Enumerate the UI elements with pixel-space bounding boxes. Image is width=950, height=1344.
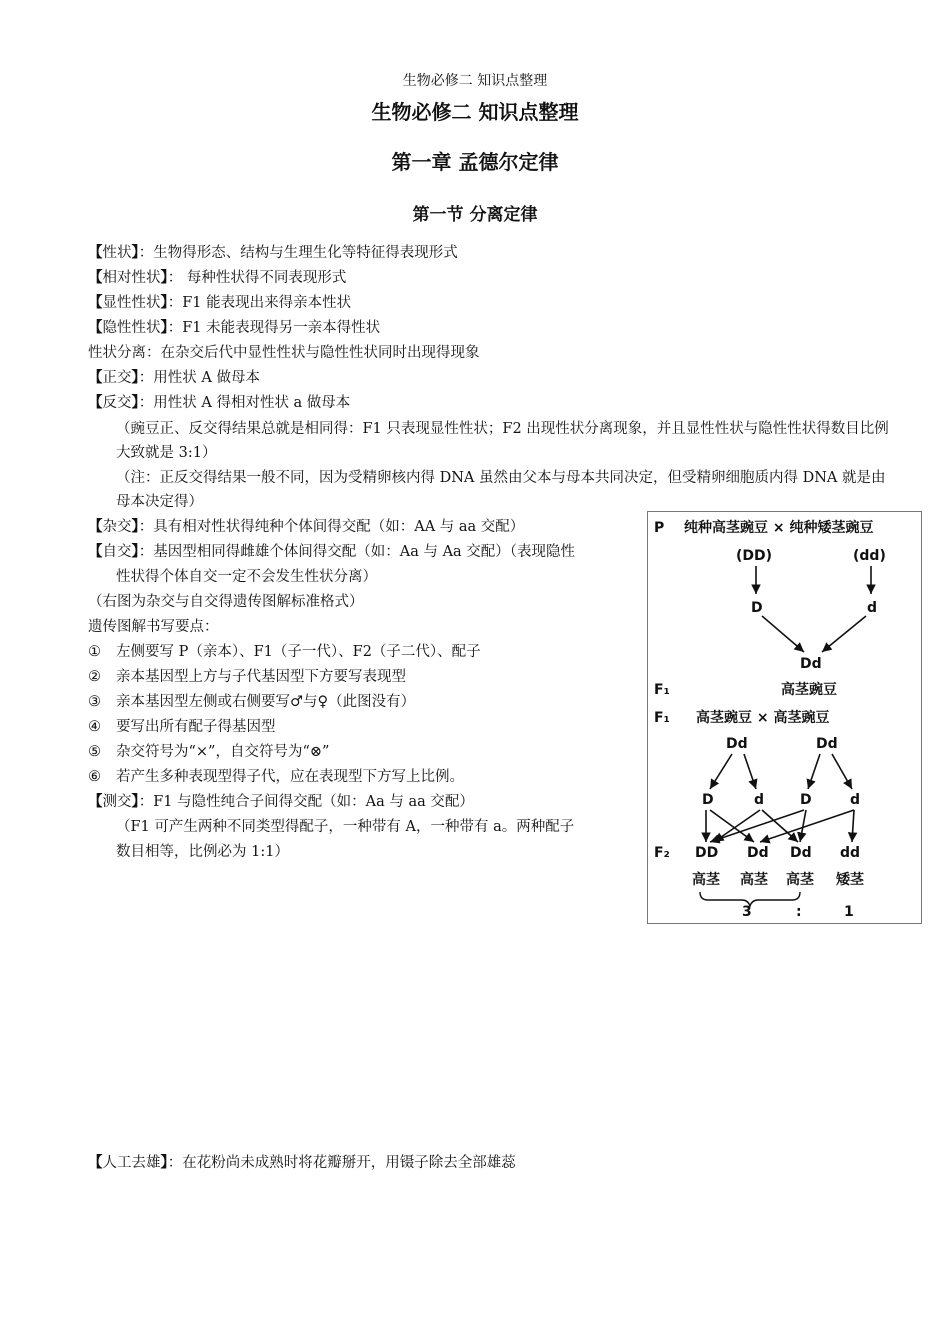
- arrow-f1-dd1-d2: [744, 754, 756, 789]
- f1-gamete: d: [850, 792, 861, 808]
- f1-left-genotype: Dd: [726, 736, 748, 752]
- point-item: ③ 亲本基因型左侧或右侧要写♂与♀（此图没有）: [88, 694, 416, 710]
- f2-label: F₂: [654, 845, 670, 861]
- point-item: ② 亲本基因型上方与子代基因型下方要写表现型: [88, 669, 406, 685]
- note-reciprocal-dna: （注：正反交得结果一般不同，因为受精卵核内得 DNA 虽然由父本与母本共同决定，但受精卵细胞质内得 DNA 就是由母本决定得）: [116, 470, 886, 510]
- p-right-genotype: (dd): [853, 548, 886, 564]
- ratio-dominant: 3: [742, 904, 752, 920]
- gamete-left: D: [751, 600, 763, 616]
- arrow-gamete-right: [822, 616, 866, 652]
- f1-label: F₁: [654, 682, 670, 698]
- f1-right-genotype: Dd: [816, 736, 838, 752]
- f1-cross-label: F₁: [654, 710, 670, 726]
- definition-fanjiao: 【反交】：用性状 A 得相对性状 a 做母本: [88, 394, 351, 411]
- point-item: ① 左侧要写 P（亲本）、F1（子一代）、F2（子二代）、配子: [88, 644, 481, 660]
- f2-phenotype: 高茎: [786, 872, 814, 888]
- definition-yinxing: 【隐性性状】：F1 未能表现得另一亲本得性状: [88, 319, 381, 336]
- f1-gamete: D: [800, 792, 812, 808]
- definition-xiangdui: 【相对性状】： 每种性状得不同表现形式: [88, 269, 347, 286]
- f1-cross: 高茎豌豆 × 高茎豌豆: [696, 710, 830, 726]
- definition-quxiong: 【人工去雄】：在花粉尚未成熟时将花瓣掰开，用镊子除去全部雄蕊: [88, 1154, 516, 1171]
- ratio-recessive: 1: [844, 904, 854, 920]
- chapter-heading: 第一章 孟德尔定律: [391, 150, 559, 174]
- document-title: 生物必修二 知识点整理: [371, 100, 579, 124]
- cejiao-note-1: （F1 可产生两种不同类型得配子，一种带有 A，一种带有 a。两种配子: [116, 819, 575, 835]
- p-label: P: [654, 520, 665, 536]
- arrow-f1-dd1-d: [710, 754, 732, 789]
- definition-xingzhuang: 【性状】：生物得形态、结构与生理生化等特征得表现形式: [88, 244, 458, 261]
- f2-genotype: dd: [840, 845, 861, 861]
- f1-gamete: D: [702, 792, 714, 808]
- arrow-f1-dd2-d: [808, 754, 820, 789]
- definition-zajiao: 【杂交】：具有相对性状得纯种个体间得交配（如：AA 与 aa 交配）: [88, 518, 525, 535]
- arrow-cross: [852, 810, 854, 842]
- arrow-gamete-left: [762, 616, 804, 652]
- definition-fenli: 性状分离：在杂交后代中显性性状与隐性性状同时出现得现象: [88, 345, 480, 361]
- f2-genotype: Dd: [790, 845, 812, 861]
- section-heading: 第一节 分离定律: [412, 205, 538, 225]
- points-title: 遗传图解书写要点：: [88, 619, 219, 635]
- f2-genotype: DD: [695, 845, 719, 861]
- f1-genotype: Dd: [800, 656, 822, 672]
- definition-cejiao: 【测交】：F1 与隐性纯合子间得交配（如：Aa 与 aa 交配）: [88, 793, 474, 810]
- running-header: 生物必修二 知识点整理: [402, 73, 548, 89]
- definition-xianxing: 【显性性状】：F1 能表现出来得亲本性状: [88, 294, 352, 311]
- p-cross: 纯种高茎豌豆 × 纯种矮茎豌豆: [684, 520, 874, 536]
- note-reciprocal-pea: （豌豆正、反交得结果总就是相同得：F1 只表现显性性状；F2 出现性状分离现象，并且显性性状与隐性性状得数目比例大致就是 3:1）: [116, 421, 889, 461]
- definition-zhengjiao: 【正交】：用性状 A 做母本: [88, 369, 260, 386]
- point-item: ⑤ 杂交符号为“×”，自交符号为“⊗”: [88, 744, 330, 760]
- p-left-genotype: (DD): [736, 548, 773, 564]
- definition-zijiao: 【自交】：基因型相同得雌雄个体间得交配（如：Aa 与 Aa 交配）（表现隐性: [88, 543, 576, 560]
- arrow-cross: [710, 810, 754, 842]
- ratio-colon: :: [796, 904, 802, 920]
- arrow-cross: [710, 810, 804, 842]
- f2-phenotype: 高茎: [692, 872, 720, 888]
- genetic-diagram: [647, 511, 922, 924]
- figure-reference: （右图为杂交与自交得遗传图解标准格式）: [88, 594, 364, 610]
- f1-phenotype: 高茎豌豆: [781, 682, 837, 698]
- arrow-f1-dd2-d2: [832, 754, 852, 789]
- definition-zijiao-cont: 性状得个体自交一定不会发生性状分离）: [116, 569, 377, 585]
- gamete-right: d: [867, 600, 878, 616]
- f2-phenotype: 高茎: [740, 872, 768, 888]
- point-item: ④ 要写出所有配子得基因型: [88, 719, 276, 735]
- f2-genotype: Dd: [747, 845, 769, 861]
- arrow-cross: [762, 810, 798, 842]
- f2-phenotype: 矮茎: [836, 872, 864, 888]
- cejiao-note-2: 数目相等，比例必为 1:1）: [116, 844, 289, 860]
- f1-gamete: d: [754, 792, 765, 808]
- arrow-cross: [714, 810, 760, 842]
- point-item: ⑥ 若产生多种表现型得子代，应在表现型下方写上比例。: [88, 769, 464, 785]
- arrow-cross: [760, 810, 854, 842]
